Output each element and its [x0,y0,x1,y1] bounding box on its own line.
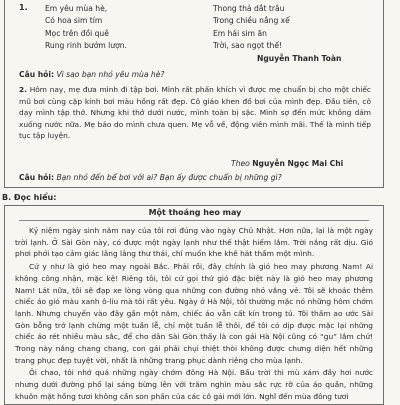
poem-line: Trong chiều nắng xế [213,16,290,26]
exercise-2-question [19,173,282,182]
writing-exercise-box [4,0,384,188]
reading-title: Một thoáng heo may [148,208,242,217]
poem-line: Em yêu mùa hè, [45,4,108,13]
poem-line: Em hái sim ăn [213,28,267,38]
question-text: Bạn nhỏ đến bể bơi với ai? Bạn ấy được chuẩn bị những gì? [56,173,282,182]
question-label: Câu hỏi: [19,70,55,79]
exercise-2-passage [19,84,371,142]
poem-line: Rung rinh bướm lượn. [45,41,127,51]
poem-line: Có hoa sim tím [45,16,103,26]
section-b-heading: B. Đọc hiểu: [2,193,57,202]
reading-passage [15,225,373,404]
exercise-1-number: 1. [19,3,28,12]
title-underline [19,220,369,221]
reading-paragraph: Ôi chao, tôi nhớ quá những ngày chớm đông Hà Nội. Bầu trời thì mù xám đầy hơi nước nhưng dưới đường phố lại sáng bừng lên với trăm nghìn màu sắc rực rỡ của áo quần, những khuôn mặt hồng tươi không cần son phấn của các cô gái mới lớn. Nghĩ đến mùa đông tươi [15,368,373,401]
question-label: Câu hỏi: [19,173,55,182]
reading-paragraph: Kỷ niệm ngày sinh năm nay của tôi rơi đúng vào ngày Chủ Nhật. Hơn nữa, lại là một ngày trời lạnh. Ở Sài Gòn này, có được một ngày lạnh như thế thật hiếm lắm. Trời nắng rất dịu. Gió phơi phới tạo cảm giác lâng lâng thư thái, chỉ muốn khe khẽ hát thầm một mình. [15,226,373,259]
poem-line: Mọc trên đồi quê [45,28,109,38]
source-author: Nguyễn Ngọc Mai Chi [252,159,344,168]
exercise-2-source [231,159,343,168]
exercise-1-question [19,70,164,79]
source-prefix: Theo [231,159,250,168]
poem-line: Thong thả dắt trâu [213,4,285,13]
poem-line: Trời, sao ngọt thế! [213,41,283,51]
exercise-2-number: 2. [19,85,27,94]
poem-right-column [213,3,290,53]
exercise-2-text: Hôm nay, mẹ đưa mình đi tập bơi. Mình rất phấn khích vì được mẹ chuẩn bị cho một chiếc mũ bơi cùng cặp kính bơi màu hồng rất đẹp. Cô giáo khen đồ bơi của mình đẹp. Đầu tiên, cô dạy mình tập thở. Nhưng khi thở dưới nước, mình toàn bị sặc. Mình sợ đến mức không dám xuống nước nữa. Mẹ bảo do mình chưa quen. Mẹ vỗ về, động viên mình mãi. Thế là mình tiếp tục tập luyện. [19,85,371,141]
reading-paragraph: Cứ y như là gió heo may ngoài Bắc. Phải rồi, đây chính là gió heo may phương Nam! Ai không công nhận, mặc kệ! Riêng tôi, tôi cứ gọi thứ gió đặc biệt này là gió heo may phương Nam! Lát nữa, tôi sẽ đạp xe lòng vòng qua những con đường nhỏ vắng vẻ. Tôi sẽ khoác thêm chiếc áo gió màu xanh ô-liu mà tôi rất yêu. Ngày ở Hà Nội, tôi thường mặc nó những hôm chớm lạnh. Nhưng chuyến vào đây gần một năm, chiếc áo vẫn cất kín trong tủ. Tôi thấm ao ước Sài Gòn bỗng trở lạnh chừng một tuần lễ, chỉ một tuần lễ thôi, để tôi có dịp được mặc lại những chiếc áo rét nhiều màu sắc, để cho dân Sài Gòn thấy là con gái Hà Nội cũng có “gu” lắm chứ! Trong này nắng chang chang, con gái phải chụi thiệt thòi không được chưng diện hết những trang phục đẹp tuyệt vời, nhất là những trang phục dành riêng cho mùa lạnh. [15,262,373,365]
question-text: Vì sao bạn nhỏ yêu mùa hè? [56,70,165,79]
reading-passage-box [4,205,384,405]
poem-author: Nguyễn Thanh Toàn [257,54,342,63]
poem-left-column [45,3,127,53]
